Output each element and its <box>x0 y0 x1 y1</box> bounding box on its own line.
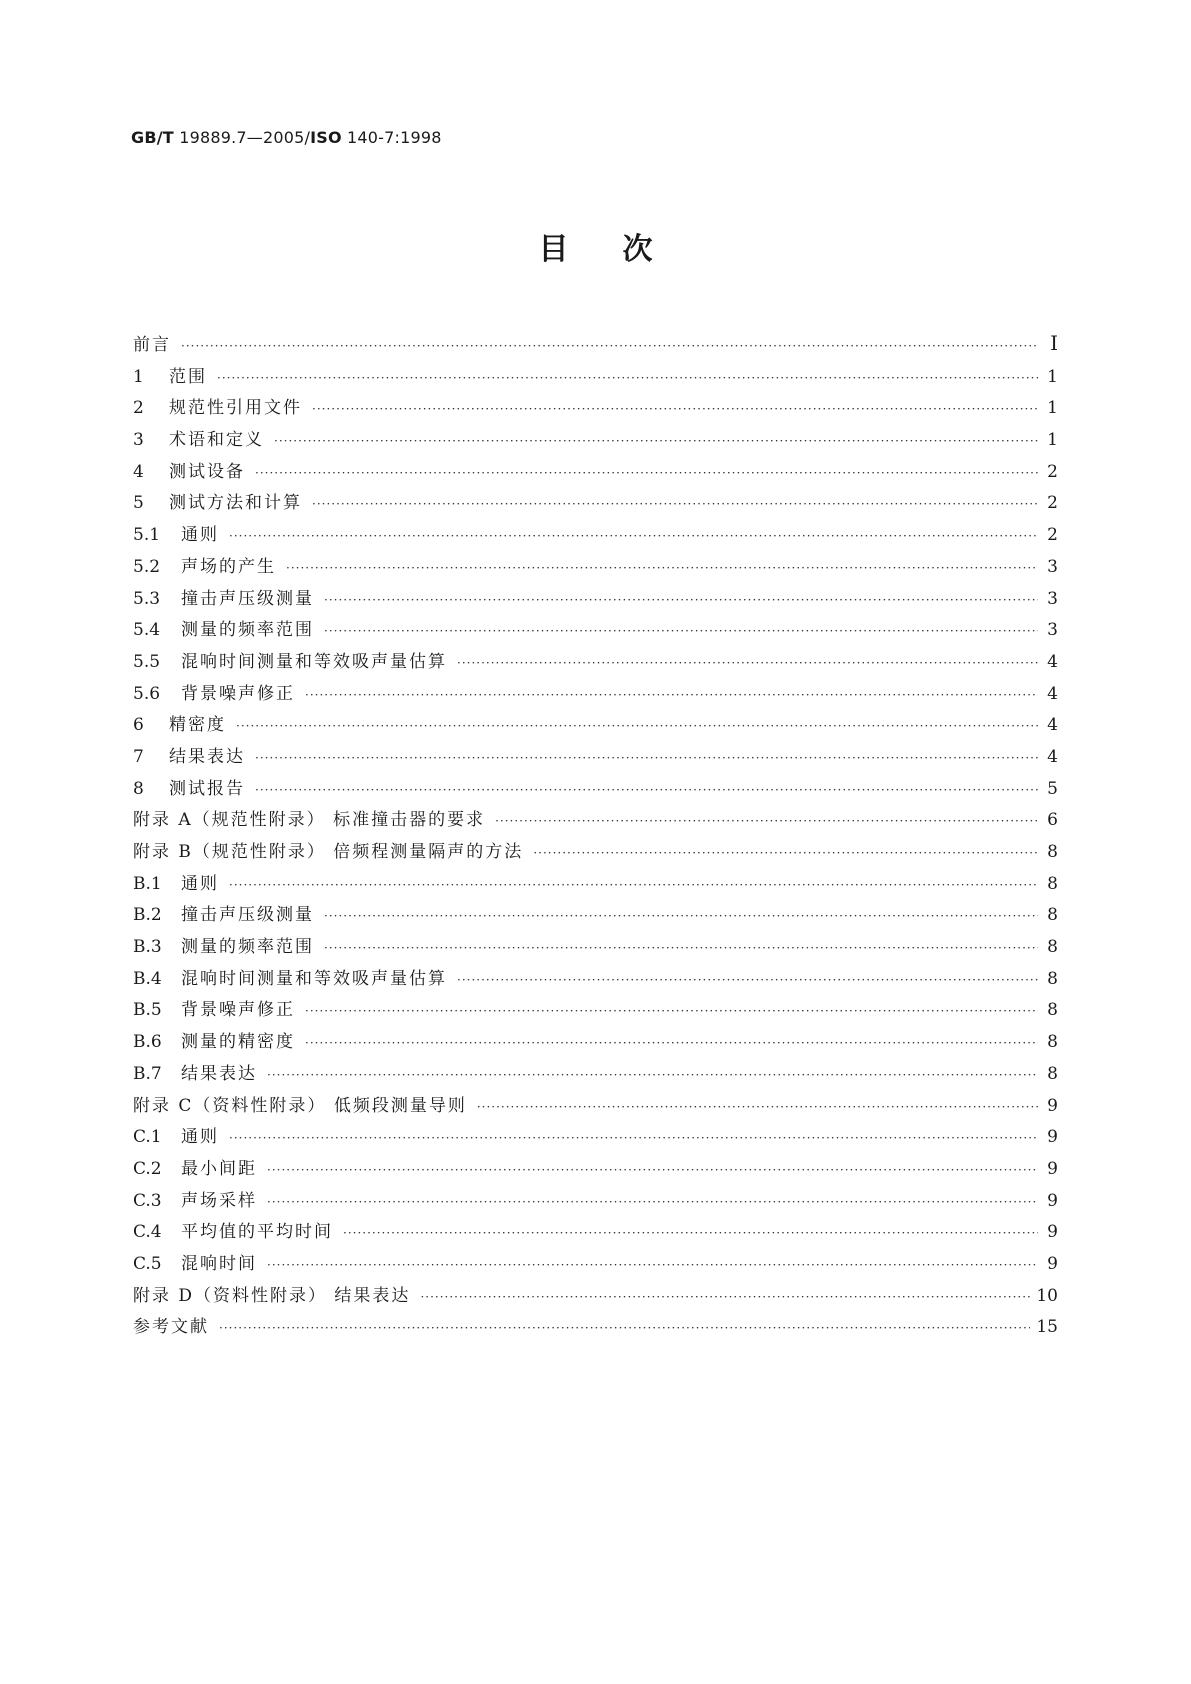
toc-entry[interactable] <box>133 1027 1058 1059</box>
toc-entry[interactable] <box>133 995 1058 1027</box>
toc-entry-number: B.4 <box>133 968 162 989</box>
toc-leader-dots <box>286 561 1038 575</box>
toc-leader-dots <box>229 529 1038 543</box>
toc-page-number: I <box>1050 331 1058 355</box>
toc-leader-dots <box>312 497 1038 511</box>
toc-entry[interactable] <box>133 679 1058 711</box>
toc-entry-label: 通则 <box>181 1127 219 1148</box>
toc-page-number: 1 <box>1047 366 1058 387</box>
toc-entry[interactable] <box>133 520 1058 552</box>
toc-entry-number: B.6 <box>133 1032 162 1053</box>
toc-leader-dots <box>229 878 1038 892</box>
table-of-contents <box>133 330 1058 1344</box>
toc-entry-label: 通则 <box>181 873 219 894</box>
toc-entry-label: 结果表达 <box>181 1063 257 1084</box>
toc-entry-number: B.1 <box>133 873 162 894</box>
toc-entry[interactable] <box>133 742 1058 774</box>
toc-leader-dots <box>267 1068 1038 1082</box>
toc-entry-number: 5.4 <box>133 620 161 641</box>
toc-entry-label: 平均值的平均时间 <box>181 1222 333 1243</box>
toc-entry[interactable] <box>133 552 1058 584</box>
toc-entry-label: 测量的频率范围 <box>181 937 314 958</box>
toc-entry[interactable] <box>133 774 1058 806</box>
toc-entry-label: 声场采样 <box>181 1190 257 1211</box>
toc-entry-number: 5.2 <box>133 556 161 577</box>
toc-entry-number: 5.3 <box>133 588 161 609</box>
toc-entry-label: 规范性引用文件 <box>169 398 302 419</box>
toc-entry-label: 参考文献 <box>133 1317 209 1338</box>
toc-page-number: 5 <box>1047 778 1058 799</box>
toc-leader-dots <box>457 656 1038 670</box>
toc-entry-number: B.3 <box>133 937 162 958</box>
toc-leader-dots <box>324 593 1038 607</box>
toc-leader-dots <box>457 973 1038 987</box>
toc-page-number: 8 <box>1047 937 1058 958</box>
toc-entry-number: B.2 <box>133 905 162 926</box>
toc-page-number: 8 <box>1047 873 1058 894</box>
toc-entry-number: C.1 <box>133 1127 162 1148</box>
toc-entry-label: 附录 B（规范性附录） 倍频程测量隔声的方法 <box>133 842 524 862</box>
toc-entry-number: C.3 <box>133 1190 162 1211</box>
toc-entry-label: 背景噪声修正 <box>181 683 295 704</box>
toc-page-number: 4 <box>1047 715 1058 736</box>
toc-entry-number: 2 <box>133 398 144 419</box>
toc-entry[interactable] <box>133 1091 1058 1123</box>
toc-page-number: 9 <box>1047 1190 1058 1211</box>
iso-number: 140-7:1998 <box>347 128 442 147</box>
toc-leader-dots <box>324 941 1038 955</box>
toc-page-number: 2 <box>1047 493 1058 514</box>
toc-leader-dots <box>219 1321 1030 1335</box>
standard-code <box>131 128 442 147</box>
toc-entry-label: 精密度 <box>169 715 226 736</box>
toc-entry-number: 5.5 <box>133 651 161 672</box>
toc-entry[interactable] <box>133 615 1058 647</box>
toc-leader-dots <box>533 846 1038 860</box>
toc-page-number: 10 <box>1036 1285 1058 1306</box>
toc-entry[interactable] <box>133 900 1058 932</box>
toc-entry-label: 范围 <box>169 366 207 387</box>
toc-page-number: 15 <box>1036 1317 1058 1338</box>
toc-entry[interactable] <box>133 837 1058 869</box>
standard-number: 19889.7—2005/ <box>179 128 311 147</box>
toc-leader-dots <box>255 783 1038 797</box>
toc-page-number: 8 <box>1047 1063 1058 1084</box>
toc-entry[interactable] <box>133 710 1058 742</box>
toc-entry[interactable] <box>133 584 1058 616</box>
toc-entry-label: 附录 C（资料性附录） 低频段测量导则 <box>133 1095 467 1116</box>
toc-entry-label: 结果表达 <box>169 746 245 767</box>
toc-page-number: 4 <box>1047 651 1058 672</box>
toc-entry-label: 测试设备 <box>169 461 245 482</box>
toc-entry[interactable] <box>133 869 1058 901</box>
toc-entry-number: 3 <box>133 430 144 451</box>
toc-entry[interactable] <box>133 393 1058 425</box>
toc-leader-dots <box>217 371 1038 385</box>
toc-entry[interactable] <box>133 1122 1058 1154</box>
toc-leader-dots <box>267 1195 1038 1209</box>
toc-entry-number: B.7 <box>133 1063 162 1084</box>
toc-page-number: 8 <box>1047 1000 1058 1021</box>
toc-page-number: 2 <box>1047 525 1058 546</box>
toc-entry[interactable] <box>133 964 1058 996</box>
toc-leader-dots <box>324 624 1038 638</box>
toc-entry-number: C.4 <box>133 1222 162 1243</box>
toc-entry-label: 测试报告 <box>169 778 245 799</box>
toc-entry-label: 混响时间 <box>181 1253 257 1274</box>
toc-page-number: 3 <box>1047 620 1058 641</box>
toc-entry[interactable] <box>133 488 1058 520</box>
toc-entry[interactable] <box>133 425 1058 457</box>
toc-page-number: 1 <box>1047 398 1058 419</box>
page-title: 目次 <box>538 232 707 267</box>
toc-leader-dots <box>477 1100 1038 1114</box>
toc-entry-number: 6 <box>133 715 144 736</box>
toc-entry-number: 5 <box>133 493 144 514</box>
toc-entry[interactable] <box>133 647 1058 679</box>
toc-page-number: 1 <box>1047 430 1058 451</box>
toc-entry[interactable] <box>133 362 1058 394</box>
toc-leader-dots <box>312 402 1038 416</box>
toc-entry[interactable] <box>133 805 1058 837</box>
toc-page-number: 3 <box>1047 556 1058 577</box>
toc-entry-label: 术语和定义 <box>169 430 264 451</box>
toc-leader-dots <box>305 688 1038 702</box>
toc-page-number: 8 <box>1047 842 1058 862</box>
toc-entry-number: 5.6 <box>133 683 161 704</box>
toc-page-number: 9 <box>1047 1127 1058 1148</box>
toc-entry[interactable] <box>133 1281 1058 1313</box>
toc-entry-label: 撞击声压级测量 <box>181 905 314 926</box>
toc-leader-dots <box>229 1131 1038 1145</box>
standard-prefix: GB/T <box>131 128 174 147</box>
toc-page-number: 9 <box>1047 1222 1058 1243</box>
toc-entry[interactable] <box>133 1059 1058 1091</box>
toc-entry-number: 7 <box>133 746 144 767</box>
toc-entry-label: 附录 D（资料性附录） 结果表达 <box>133 1285 411 1306</box>
toc-leader-dots <box>420 1290 1030 1304</box>
toc-entry[interactable] <box>133 1186 1058 1218</box>
toc-entry[interactable] <box>133 1217 1058 1249</box>
toc-entry-label: 附录 A（规范性附录） 标准撞击器的要求 <box>133 810 486 831</box>
toc-leader-dots <box>267 1258 1038 1272</box>
toc-entry-label: 混响时间测量和等效吸声量估算 <box>181 651 447 672</box>
toc-leader-dots <box>181 339 1038 353</box>
toc-entry[interactable] <box>133 330 1058 362</box>
toc-entry-number: 4 <box>133 461 144 482</box>
toc-entry-number: C.5 <box>133 1253 162 1274</box>
toc-entry[interactable] <box>133 1249 1058 1281</box>
toc-entry-label: 测量的精密度 <box>181 1032 295 1053</box>
toc-leader-dots <box>267 1163 1038 1177</box>
toc-page-number: 4 <box>1047 683 1058 704</box>
toc-page-number: 8 <box>1047 905 1058 926</box>
toc-entry-number: B.5 <box>133 1000 162 1021</box>
toc-page-number: 2 <box>1047 461 1058 482</box>
toc-leader-dots <box>305 1036 1038 1050</box>
toc-entry[interactable] <box>133 1312 1058 1344</box>
toc-leader-dots <box>255 751 1038 765</box>
toc-page-number: 9 <box>1047 1095 1058 1116</box>
toc-entry-label: 背景噪声修正 <box>181 1000 295 1021</box>
toc-leader-dots <box>255 466 1038 480</box>
toc-entry-number: 8 <box>133 778 144 799</box>
toc-entry-label: 混响时间测量和等效吸声量估算 <box>181 968 447 989</box>
toc-page-number: 3 <box>1047 588 1058 609</box>
toc-entry[interactable] <box>133 932 1058 964</box>
toc-entry-number: 5.1 <box>133 525 161 546</box>
toc-leader-dots <box>305 1004 1038 1018</box>
toc-entry-label: 最小间距 <box>181 1158 257 1179</box>
toc-entry-label: 撞击声压级测量 <box>181 588 314 609</box>
toc-page-number: 6 <box>1047 810 1058 831</box>
toc-entry-label: 测量的频率范围 <box>181 620 314 641</box>
toc-leader-dots <box>236 719 1038 733</box>
toc-page-number: 4 <box>1047 746 1058 767</box>
toc-leader-dots <box>343 1226 1038 1240</box>
toc-leader-dots <box>324 909 1038 923</box>
toc-page-number: 8 <box>1047 968 1058 989</box>
toc-entry[interactable] <box>133 457 1058 489</box>
toc-entry-number: C.2 <box>133 1158 162 1179</box>
toc-entry-label: 前言 <box>133 335 171 355</box>
toc-entry-label: 测试方法和计算 <box>169 493 302 514</box>
toc-page-number: 9 <box>1047 1253 1058 1274</box>
toc-leader-dots <box>495 814 1038 828</box>
iso-prefix: ISO <box>310 128 342 147</box>
toc-page-number: 9 <box>1047 1158 1058 1179</box>
toc-leader-dots <box>274 434 1038 448</box>
toc-entry-number: 1 <box>133 366 144 387</box>
toc-page-number: 8 <box>1047 1032 1058 1053</box>
toc-entry-label: 声场的产生 <box>181 556 276 577</box>
toc-entry-label: 通则 <box>181 525 219 546</box>
toc-entry[interactable] <box>133 1154 1058 1186</box>
